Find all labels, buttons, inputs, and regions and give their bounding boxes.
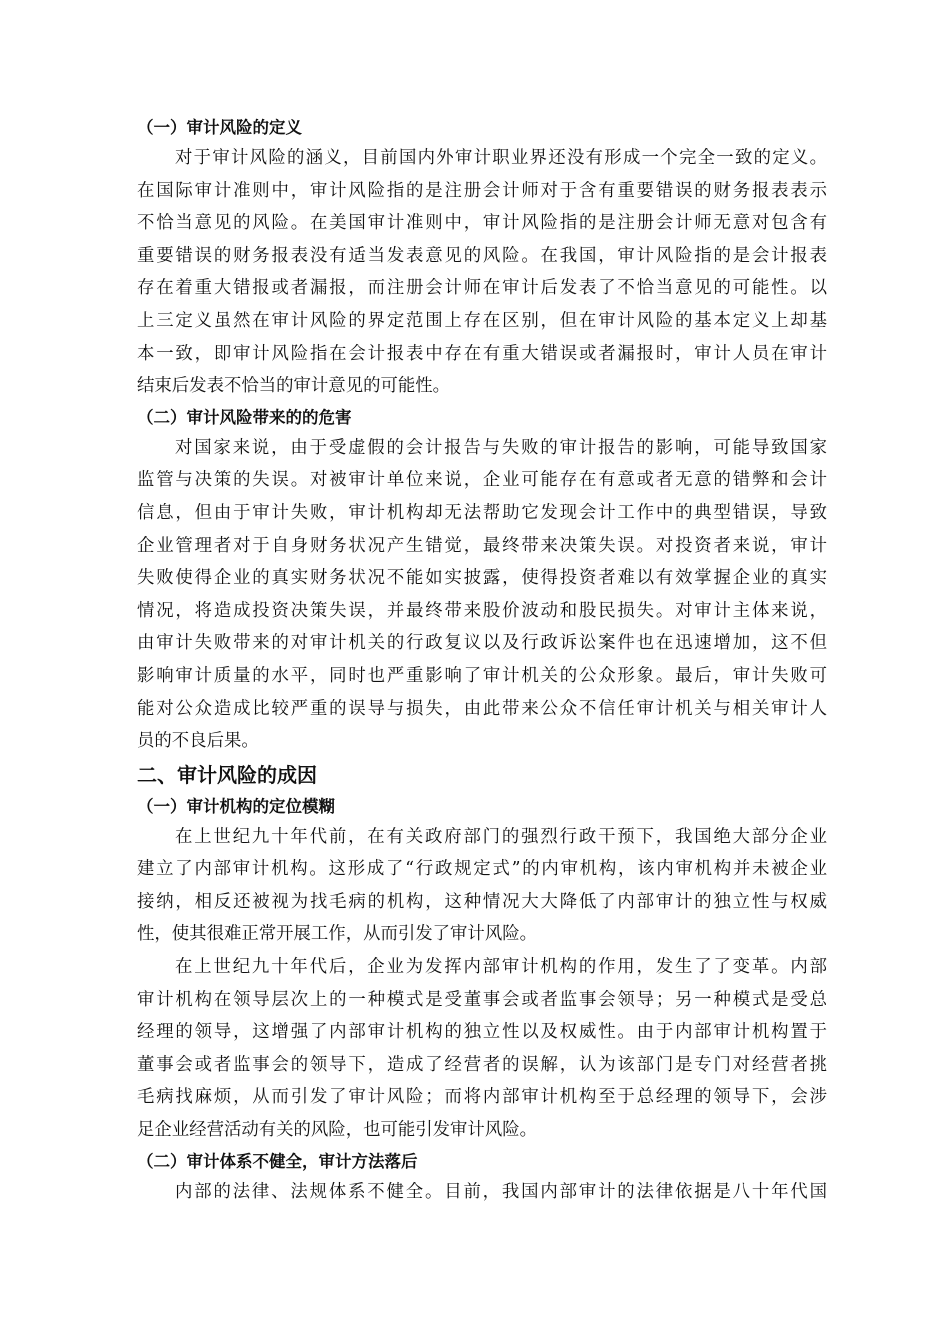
paragraph-line: 性，使其很难正常开展工作，从而引发了审计风险。 [137,924,537,945]
paragraph-line: 本一致，即审计风险指在会计报表中存在有重大错误或者漏报时，审计人员在审计 [137,343,827,364]
paragraph-line: 对国家来说，由于受虚假的会计报告与失败的审计报告的影响，可能导致国家 [175,437,827,458]
paragraph-line: 情况，将造成投资决策失误，并最终带来股价波动和股民损失。对审计主体来说， [137,600,827,621]
paragraph-line: 足企业经营活动有关的风险，也可能引发审计风险。 [137,1120,537,1141]
paragraph [137,821,827,951]
paragraph-line: 企业管理者对于自身财务状况产生错觉，最终带来决策失误。对投资者来说，审计 [137,535,827,556]
paragraph-line: 信息，但由于审计失败，审计机构却无法帮助它发现会计工作中的典型错误，导致 [137,502,827,523]
paragraph-line: 在国际审计准则中，审计风险指的是注册会计师对于含有重要错误的财务报表表示 [137,180,827,201]
paragraph-line: 能对公众造成比较严重的误导与损失，由此带来公众不信任审计机关与相关审计人 [137,698,827,719]
subsection-heading: （一）审计风险的定义 [137,118,302,137]
paragraph [137,432,827,758]
paragraph-line: 不恰当意见的风险。在美国审计准则中，审计风险指的是注册会计师无意对包含有 [137,213,827,234]
paragraph-line: 存在着重大错报或者漏报，而注册会计师在审计后发表了不恰当意见的可能性。以 [137,278,827,299]
paragraph-line: 上三定义虽然在审计风险的界定范围上存在区别，但在审计风险的基本定义上却基 [137,310,827,331]
paragraph-line: 失败使得企业的真实财务状况不能如实披露，使得投资者难以有效掌握企业的真实 [137,568,827,589]
paragraph-line: 影响审计质量的水平，同时也严重影响了审计机关的公众形象。最后，审计失败可 [137,665,827,686]
paragraph-line: 重要错误的财务报表没有适当发表意见的风险。在我国，审计风险指的是会计报表 [137,245,827,266]
section-heading: 二、审计风险的成因 [137,762,317,787]
paragraph-line: 在上世纪九十年代后，企业为发挥内部审计机构的作用，发生了了变革。内部 [175,957,827,978]
paragraph-line: 监管与决策的失误。对被审计单位来说，企业可能存在有意或者无意的错弊和会计 [137,470,827,491]
paragraph-line: 建立了内部审计机构。这形成了“行政规定式”的内审机构，该内审机构并未被企业 [137,859,827,880]
paragraph-line: 对于审计风险的涵义，目前国内外审计职业界还没有形成一个完全一致的定义。 [175,148,827,168]
subsection-heading: （二）审计体系不健全，审计方法落后 [137,1151,418,1171]
paragraph-line: 毛病找麻烦，从而引发了审计风险；而将内部审计机构至于总经理的领导下，会涉 [137,1087,827,1108]
paragraph-line: 内部的法律、法规体系不健全。目前，我国内部审计的法律依据是八十年代国 [175,1181,827,1202]
subsection-heading: （一）审计机构的定位模糊 [137,796,335,816]
paragraph [137,142,827,403]
paragraph-line: 结束后发表不恰当的审计意见的可能性。 [137,376,451,397]
paragraph-line: 审计机构在领导层次上的一种模式是受董事会或者监事会领导；另一种模式是受总 [137,989,827,1010]
paragraph-line: 由审计失败带来的对审计机关的行政复议以及行政诉讼案件也在迅速增加，这不但 [137,633,827,654]
paragraph [137,1176,827,1209]
paragraph [137,951,827,1147]
paragraph-line: 员的不良后果。 [137,731,259,752]
paragraph-line: 经理的领导，这增强了内部审计机构的独立性以及权威性。由于内部审计机构置于 [137,1022,827,1043]
document-body [137,113,827,1208]
subsection-heading: （二）审计风险带来的的危害 [137,407,352,427]
paragraph-line: 董事会或者监事会的领导下，造成了经营者的误解，认为该部门是专门对经营者挑 [137,1054,827,1075]
paragraph-line: 在上世纪九十年代前，在有关政府部门的强烈行政干预下，我国绝大部分企业 [175,826,827,847]
paragraph-line: 接纳，相反还被视为找毛病的机构，这种情况大大降低了内部审计的独立性与权威 [137,891,827,912]
